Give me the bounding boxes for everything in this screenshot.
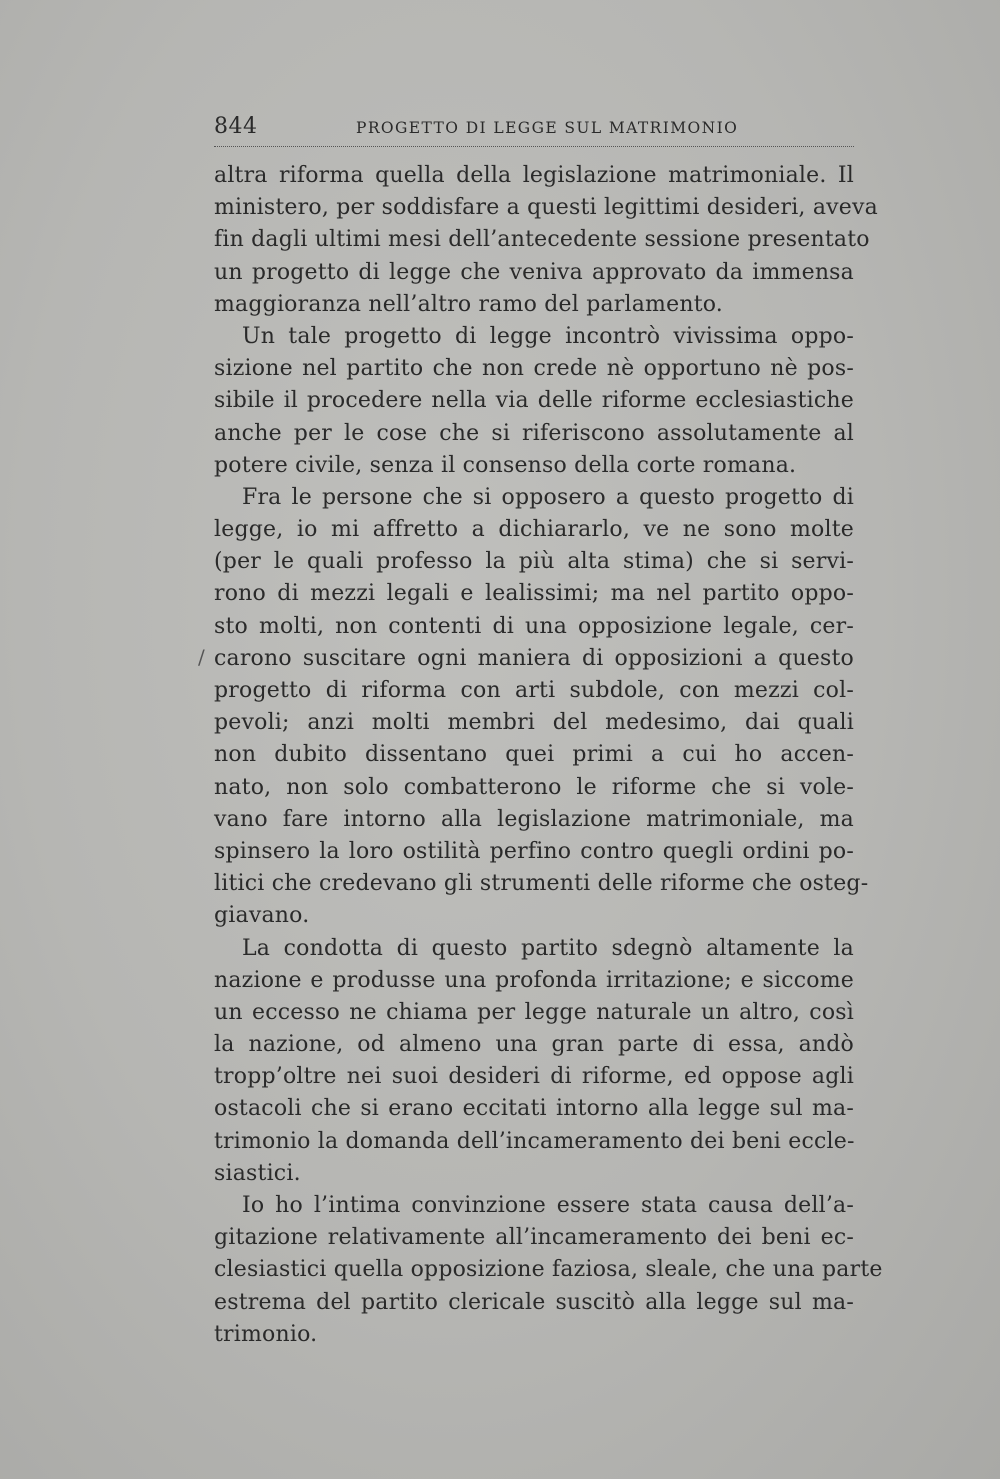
page-header [214, 112, 854, 148]
text-line: rono di mezzi legali e lealissimi; ma nel partito oppo- [214, 581, 854, 607]
header-rule [214, 146, 854, 147]
page-number: 844 [214, 114, 258, 139]
text-line: gitazione relativamente all’incameramento dei beni ec- [214, 1225, 854, 1251]
text-line: fin dagli ultimi mesi dell’antecedente sessione presentato [214, 227, 870, 253]
text-line: nato, non solo combatterono le riforme che si vole- [214, 774, 854, 800]
text-line: giavano. [214, 903, 310, 929]
text-line: un progetto di legge che veniva approvato da immensa [214, 259, 854, 285]
text-line: vano fare intorno alla legislazione matrimoniale, ma [214, 806, 854, 832]
text-line: pevoli; anzi molti membri del medesimo, dai quali [214, 710, 854, 736]
running-head: PROGETTO DI LEGGE SUL MATRIMONIO [356, 119, 739, 137]
text-line: trimonio. [214, 1321, 318, 1347]
text-line: anche per le cose che si riferiscono assolutamente al [214, 420, 854, 446]
text-line: clesiastici quella opposizione faziosa, sleale, che una parte [214, 1257, 883, 1283]
text-line: non dubito dissentano quei primi a cui ho accen- [214, 742, 854, 768]
text-line: la nazione, od almeno una gran parte di essa, andò [214, 1032, 854, 1058]
text-line: estrema del partito clericale suscitò alla legge sul ma- [214, 1289, 854, 1315]
text-line: nazione e produsse una profonda irritazione; e siccome [214, 967, 854, 993]
text-line: (per le quali professo la più alta stima) che si servi- [214, 549, 854, 575]
text-line: litici che credevano gli strumenti delle riforme che osteg- [214, 871, 869, 897]
text-line: sibile il procedere nella via delle riforme ecclesiastiche [214, 388, 854, 414]
text-line: carono suscitare ogni maniera di opposizioni a questo [214, 645, 854, 671]
text-line: La condotta di questo partito sdegnò altamente la [242, 935, 854, 961]
text-line: ministero, per soddisfare a questi legittimi desideri, aveva [214, 195, 878, 221]
text-line: maggioranza nell’altro ramo del parlamento. [214, 291, 724, 317]
text-line: Fra le persone che si opposero a questo progetto di [242, 484, 854, 510]
text-line: altra riforma quella della legislazione matrimoniale. Il [214, 163, 854, 188]
text-line: tropp’oltre nei suoi desideri di riforme, ed oppose agli [214, 1064, 854, 1090]
text-line: Io ho l’intima convinzione essere stata causa dell’a- [242, 1193, 854, 1218]
text-line: siastici. [214, 1160, 301, 1186]
text-line: trimonio la domanda dell’incameramento dei beni eccle- [214, 1128, 855, 1154]
text-line: spinsero la loro ostilità perfino contro quegli ordini po- [214, 838, 854, 864]
text-line: Un tale progetto di legge incontrò vivissima oppo- [242, 323, 854, 349]
text-line: progetto di riforma con arti subdole, con mezzi col- [214, 678, 854, 703]
text-line: sizione nel partito che non crede nè opportuno nè pos- [214, 356, 854, 382]
body-text [214, 160, 883, 1351]
text-line: sto molti, non contenti di una opposizione legale, cer- [214, 613, 854, 639]
text-line: potere civile, senza il consenso della corte romana. [214, 452, 797, 478]
text-line: legge, io mi affretto a dichiararlo, ve ne sono molte [214, 517, 854, 543]
margin-mark: / [198, 645, 205, 669]
text-line: ostacoli che si erano eccitati intorno alla legge sul ma- [214, 1096, 854, 1122]
text-line: un eccesso ne chiama per legge naturale un altro, così [214, 999, 854, 1025]
